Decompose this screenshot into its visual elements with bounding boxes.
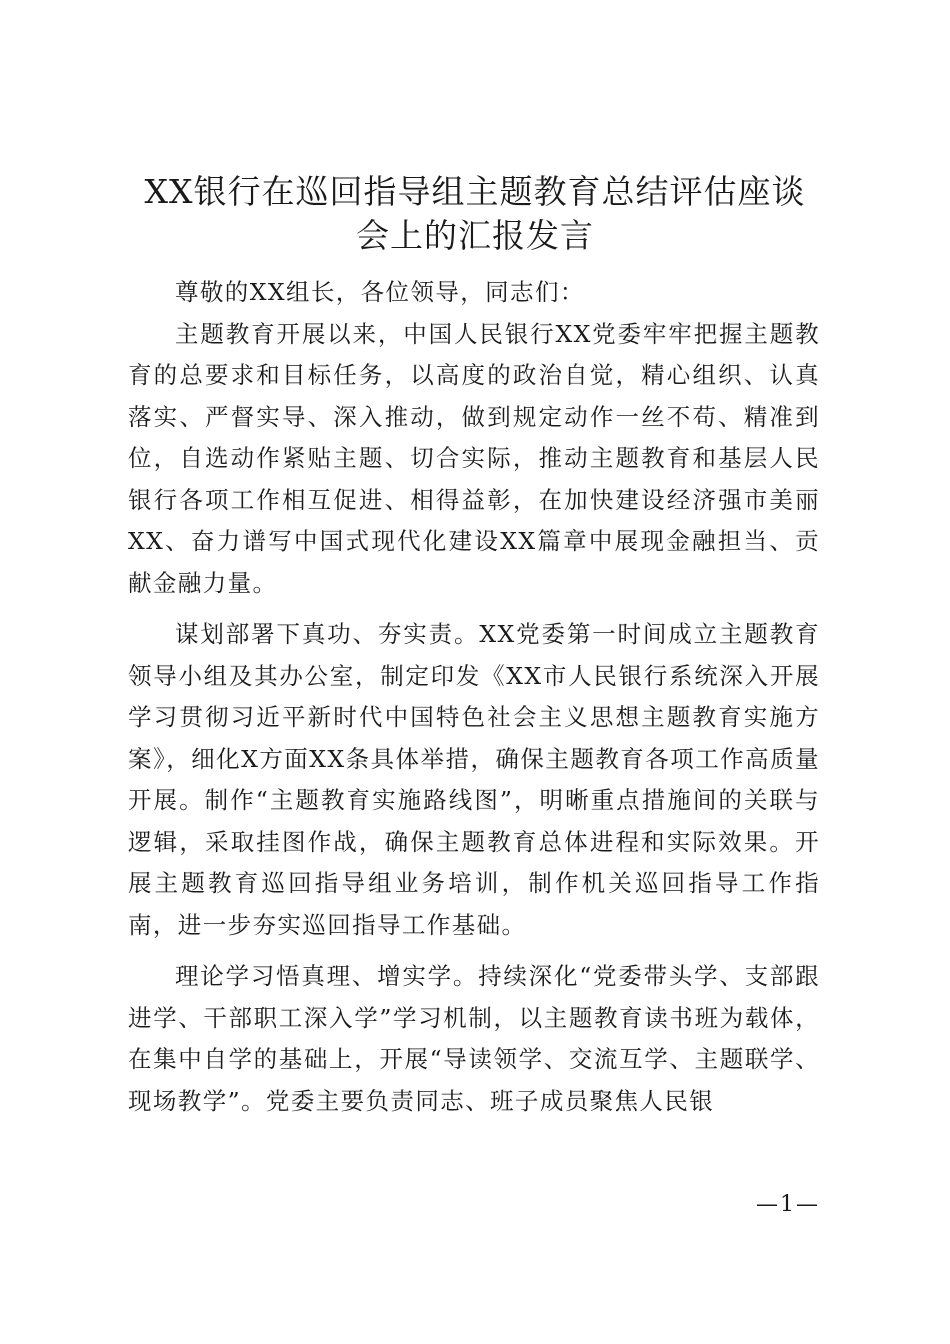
title-line-2: 会上的汇报发言 bbox=[356, 216, 594, 255]
paragraph-study: 理论学习悟真理、增实学。持续深化“党委带头学、支部跟进学、干部职工深入学”学习机制，以主题教育读书班为载体，在集中自学的基础上，开展“导读领学、交流互学、主题联学、现场教学”。党委主要负责同志、班子成员聚焦人民银 bbox=[128, 962, 820, 1115]
paragraph-planning: 谋划部署下真功、夯实责。XX党委第一时间成立主题教育领导小组及其办公室，制定印发《XX市人民银行系统深入开展学习贯彻习近平新时代中国特色社会主义思想主题教育实施方案》，细化X方面XX条具体举措，确保主题教育各项工作高质量开展。制作“主题教育实施路线图”，明晰重点措施间的关联与逻辑，采取挂图作战，确保主题教育总体进程和实际效果。开展主题教育巡回指导组业务培训，制作机关巡回指导工作指南，进一步夯实巡回指导工作基础。 bbox=[128, 620, 820, 939]
paragraph-intro: 主题教育开展以来，中国人民银行XX党委牢牢把握主题教育的总要求和目标任务，以高度的政治自觉，精心组织、认真落实、严督实导、深入推动，做到规定动作一丝不苟、精准到位，自选动作紧贴主题、切合实际，推动主题教育和基层人民银行各项工作相互促进、相得益彰，在加快建设经济强市美丽XX、奋力谱写中国式现代化建设XX篇章中展现金融担当、贡献金融力量。 bbox=[128, 319, 820, 597]
salutation: 尊敬的XX组长，各位领导，同志们： bbox=[175, 278, 585, 306]
title-line-1: XX银行在巡回指导组主题教育总结评估座谈 bbox=[144, 172, 806, 211]
document-title bbox=[110, 170, 840, 258]
page-number: —1— bbox=[756, 1192, 820, 1217]
document-body bbox=[128, 272, 820, 1122]
